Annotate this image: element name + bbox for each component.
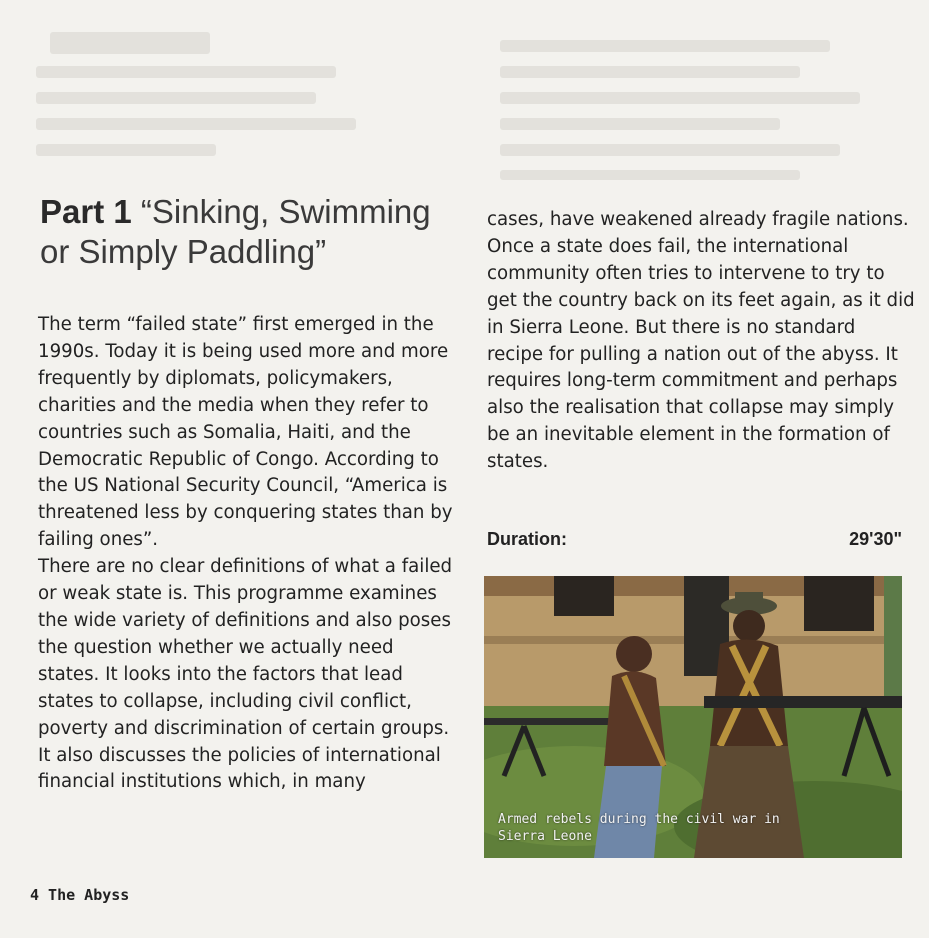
- part-subtitle: “Sinking, Swimming or Simply Paddling”: [40, 193, 431, 270]
- part-number: Part 1: [40, 193, 132, 230]
- show-through-text: [0, 0, 929, 180]
- paragraph: Once a state does fail, the international community often tries to intervene to try to get the country back on its feet again, as it did in Sierra Leone. But there is no standard recipe for pulling a nation out of the abyss. It requires long-term commitment and perhaps also the realisation that collapse may simply be an inevitable element in the formation of states.: [487, 235, 915, 473]
- right-column: [487, 207, 917, 476]
- paragraph: There are no clear definitions of what a failed or weak state is. This programme examines the wide variety of definitions and also poses the question whether we actually need states. It looks into the factors that lead states to collapse, including civil conflict, poverty and discrimination of certain groups. It also discusses the policies of international financial institutions which, in many: [38, 556, 453, 793]
- duration-row: [487, 529, 902, 550]
- page-footer: 4 The Abyss: [30, 886, 130, 904]
- left-column: [38, 312, 453, 796]
- rebels-photo: [484, 576, 902, 858]
- photo-caption: Armed rebels during the civil war in Sierra Leone: [498, 812, 780, 844]
- duration-label: Duration:: [487, 529, 567, 549]
- duration-value: 29'30": [849, 529, 902, 549]
- paragraph: cases, have weakened already fragile nations.: [487, 209, 909, 230]
- paragraph: The term “failed state” first emerged in the 1990s. Today it is being used more and more frequently by diplomats, policymakers, charities and the media when they refer to countries such as Somalia, Haiti, and the Democratic Republic of Congo. According to the US National Security Council, “America is threatened less by conquering states than by failing ones”.: [38, 314, 453, 551]
- part-title: [40, 192, 460, 272]
